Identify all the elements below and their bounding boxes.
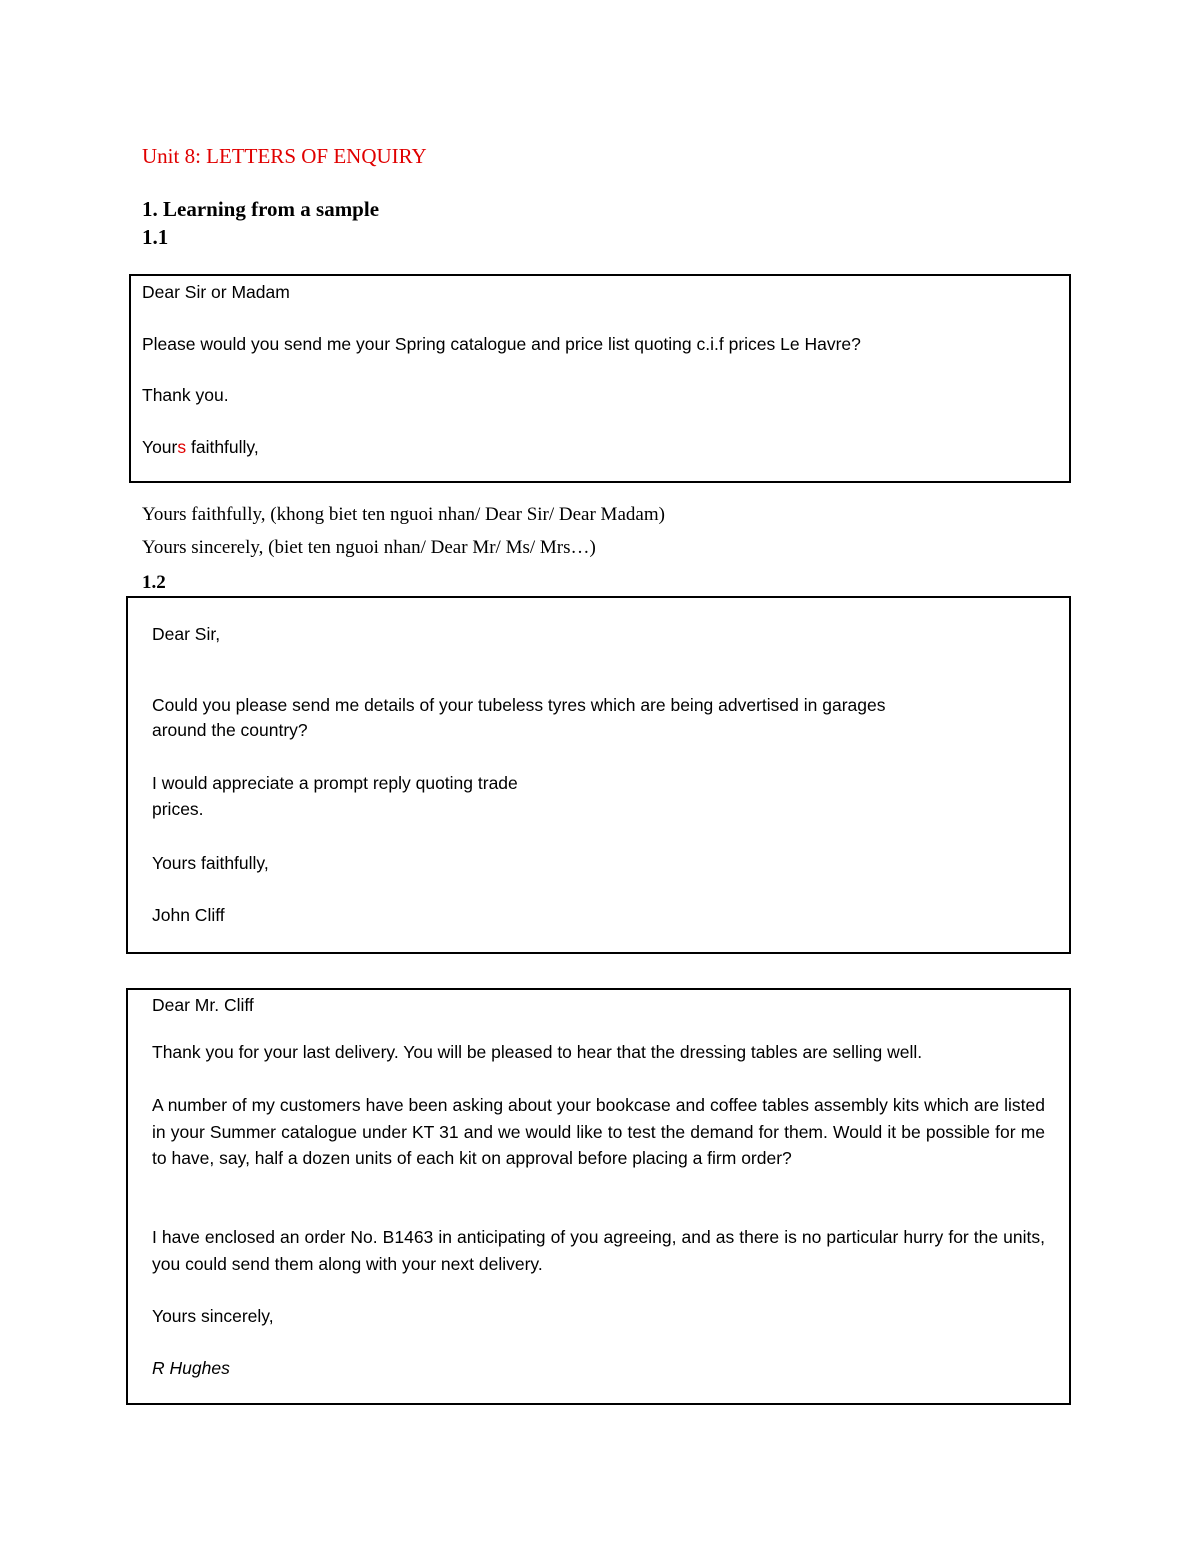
- letter1-closing-part2: faithfully,: [186, 437, 259, 457]
- section-heading: 1. Learning from a sample: [142, 197, 380, 221]
- letter2-body-line-2: around the country?: [152, 720, 308, 740]
- letter2-body-line-1: Could you please send me details of your tubeless tyres which are being advertised in garages: [152, 695, 886, 715]
- letter2-request-line-1: I would appreciate a prompt reply quoting trade: [152, 773, 518, 793]
- sample-letter-3: [126, 988, 1071, 1405]
- letter2-signature: John Cliff: [152, 905, 225, 925]
- closing-note-sincerely: Yours sincerely, (biet ten nguoi nhan/ Dear Mr/ Ms/ Mrs…): [142, 537, 596, 558]
- letter3-paragraph-3: I have enclosed an order No. B1463 in anticipating of you agreeing, and as there is no particular hurry for the units, you could send them along with your next delivery.: [152, 1227, 1045, 1274]
- letter3-paragraph-2: A number of my customers have been asking about your bookcase and coffee tables assembly kits which are listed in your Summer catalogue under KT 31 and we would like to test the demand for them. Would it be possible for me to have, say, half a dozen units of each kit on approval before placing a firm order?: [152, 1095, 1045, 1168]
- letter1-salutation: Dear Sir or Madam: [142, 282, 290, 302]
- closing-note-faithfully: Yours faithfully, (khong biet ten nguoi nhan/ Dear Sir/ Dear Madam): [142, 504, 665, 525]
- letter1-thanks: Thank you.: [142, 385, 229, 405]
- letter2-salutation: Dear Sir,: [152, 624, 221, 644]
- letter3-closing: Yours sincerely,: [152, 1306, 274, 1326]
- letter1-closing-part1: Your: [142, 437, 178, 457]
- letter2-request-line-2: prices.: [152, 799, 204, 819]
- unit-title: Unit 8: LETTERS OF ENQUIRY: [142, 144, 427, 168]
- letter1-closing-highlight: s: [177, 437, 187, 457]
- letter3-signature: R Hughes: [152, 1358, 230, 1378]
- letter1-body: Please would you send me your Spring catalogue and price list quoting c.i.f prices Le Havre?: [142, 334, 861, 354]
- letter2-closing: Yours faithfully,: [152, 853, 269, 873]
- letter1-closing: [142, 435, 259, 459]
- subsection-number-1-2: 1.2: [142, 572, 166, 593]
- sample-letter-2: [126, 596, 1071, 954]
- letter3-salutation: Dear Mr. Cliff: [152, 995, 254, 1015]
- letter3-paragraph-1: Thank you for your last delivery. You will be pleased to hear that the dressing tables are selling well.: [152, 1042, 923, 1062]
- sample-letter-1: [129, 274, 1071, 483]
- subsection-number-1-1: 1.1: [142, 225, 169, 249]
